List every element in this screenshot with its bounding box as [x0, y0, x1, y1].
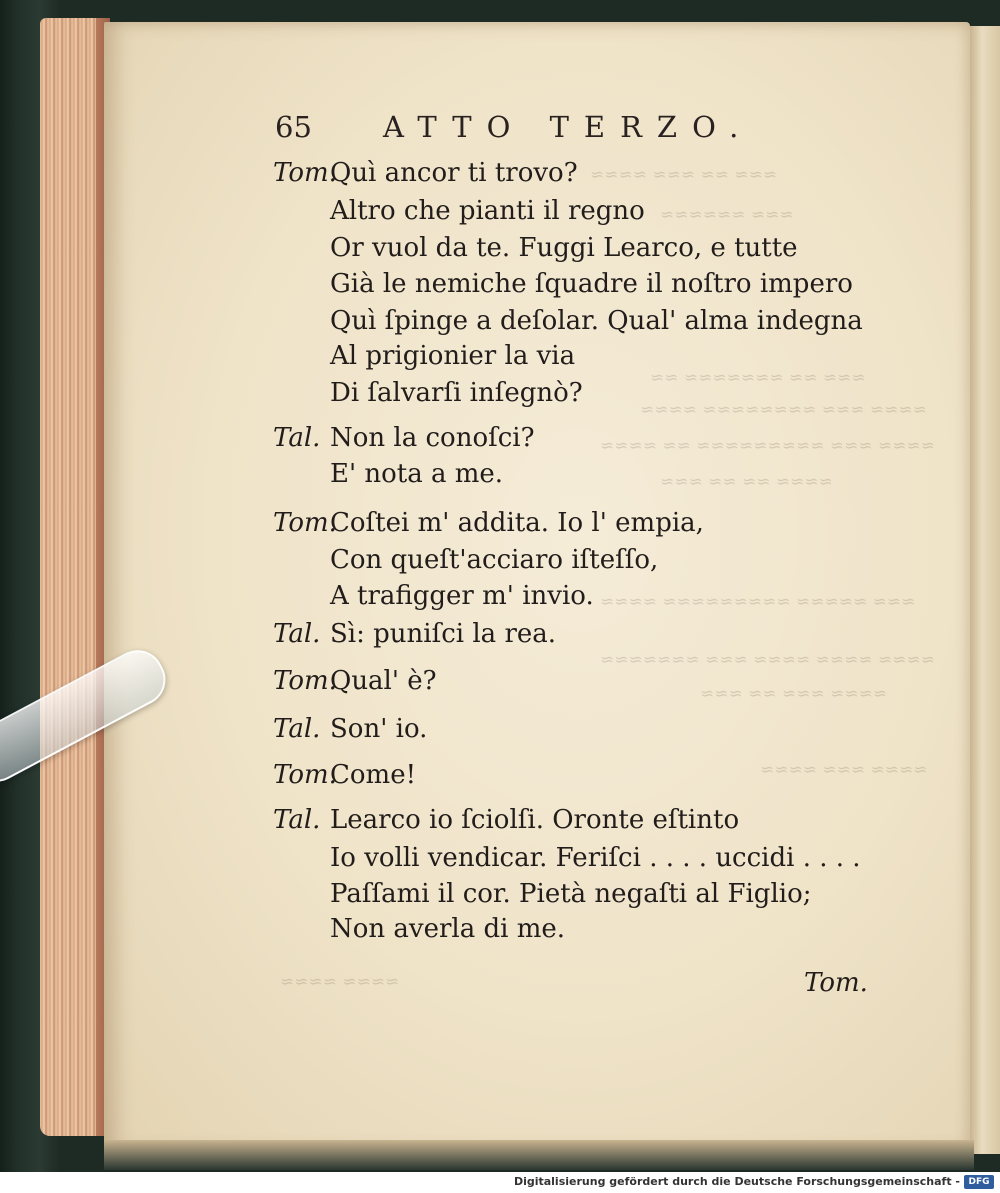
verse-line: Coſtei m' addita. Io l' empia, — [330, 508, 704, 538]
show-through: ≈≈≈ ≈≈≈≈≈ ≈≈≈≈≈≈≈≈≈ ≈≈≈≈ — [600, 592, 916, 612]
verse-line: Or vuol da te. Fuggi Learco, e tutte — [330, 233, 798, 263]
verse-line: Con queſt'acciaro iſteſſo, — [330, 545, 659, 575]
show-through: ≈≈≈ ≈≈ ≈≈≈ ≈≈≈≈ — [590, 165, 778, 185]
page-shadow — [104, 1140, 974, 1170]
speaker-label: Tom. — [273, 666, 337, 696]
show-through: ≈≈≈≈ ≈≈≈ ≈≈ ≈≈≈ — [700, 684, 888, 704]
funding-credit: Digitalisierung gefördert durch die Deutsche Forschungsgemeinschaft - — [513, 1175, 960, 1188]
verse-line: Al prigionier la via — [330, 341, 576, 371]
show-through: ≈≈≈≈ ≈≈≈ ≈≈≈≈ — [760, 760, 928, 780]
speaker-label: Tom. — [273, 760, 337, 790]
verse-line: Già le nemiche ſquadre il noſtro impero — [330, 269, 853, 299]
show-through: ≈≈≈≈ ≈≈≈ ≈≈≈≈≈≈≈≈≈ ≈≈ ≈≈≈≈ — [600, 436, 935, 456]
verse-line: Non la conoſci? — [330, 423, 535, 453]
show-through: ≈≈≈ ≈≈ ≈≈≈≈≈≈≈ ≈≈ — [650, 368, 866, 388]
dfg-logo: DFG — [964, 1175, 994, 1189]
verse-line: Non averla di me. — [330, 914, 566, 944]
show-through: ≈≈≈≈ ≈≈≈ ≈≈≈≈≈≈≈≈ ≈≈≈≈ — [640, 400, 927, 420]
speaker-label: Tal. — [273, 714, 321, 744]
page-title: ATTO TERZO. — [383, 110, 754, 144]
speaker-label: Tal. — [273, 805, 321, 835]
verse-line: Sì: puniſci la rea. — [330, 619, 557, 649]
speaker-label: Tom. — [273, 158, 337, 188]
speaker-label: Tal. — [273, 619, 321, 649]
speaker-label: Tal. — [273, 423, 321, 453]
verse-line: Paſſami il cor. Pietà negaſti al Figlio; — [330, 879, 812, 909]
show-through: ≈≈≈≈ ≈≈≈≈ — [280, 972, 400, 992]
verse-line: Come! — [330, 760, 417, 790]
verse-line: Qual' è? — [330, 666, 437, 696]
show-through: ≈≈≈≈ ≈≈ ≈≈ ≈≈≈ — [660, 472, 833, 492]
verse-line: Io volli vendicar. Feriſci . . . . uccidi . . . . — [330, 843, 861, 873]
page-edges — [40, 18, 110, 1136]
verse-line: Quì ancor ti trovo? — [330, 158, 578, 188]
facing-page-edge — [970, 26, 1000, 1154]
verse-line: Altro che pianti il regno — [330, 196, 645, 226]
footer-bar — [0, 1172, 1000, 1193]
verse-line: Son' io. — [330, 714, 428, 744]
verse-line: Learco io ſciolſi. Oronte eſtinto — [330, 805, 740, 835]
verse-line: Di ſalvarſi inſegnò? — [330, 378, 583, 408]
verse-line: E' nota a me. — [330, 459, 504, 489]
show-through: ≈≈≈ ≈≈≈≈≈≈ — [660, 205, 794, 225]
show-through: ≈≈≈≈ ≈≈≈≈ ≈≈≈≈ ≈≈≈ ≈≈≈≈≈≈≈ — [600, 650, 935, 670]
catchword: Tom. — [804, 968, 868, 998]
page-number: 65 — [275, 110, 312, 144]
verse-line: Quì ſpinge a deſolar. Qual' alma indegna — [330, 306, 863, 336]
verse-line: A trafigger m' invio. — [330, 581, 594, 611]
speaker-label: Tom. — [273, 508, 337, 538]
